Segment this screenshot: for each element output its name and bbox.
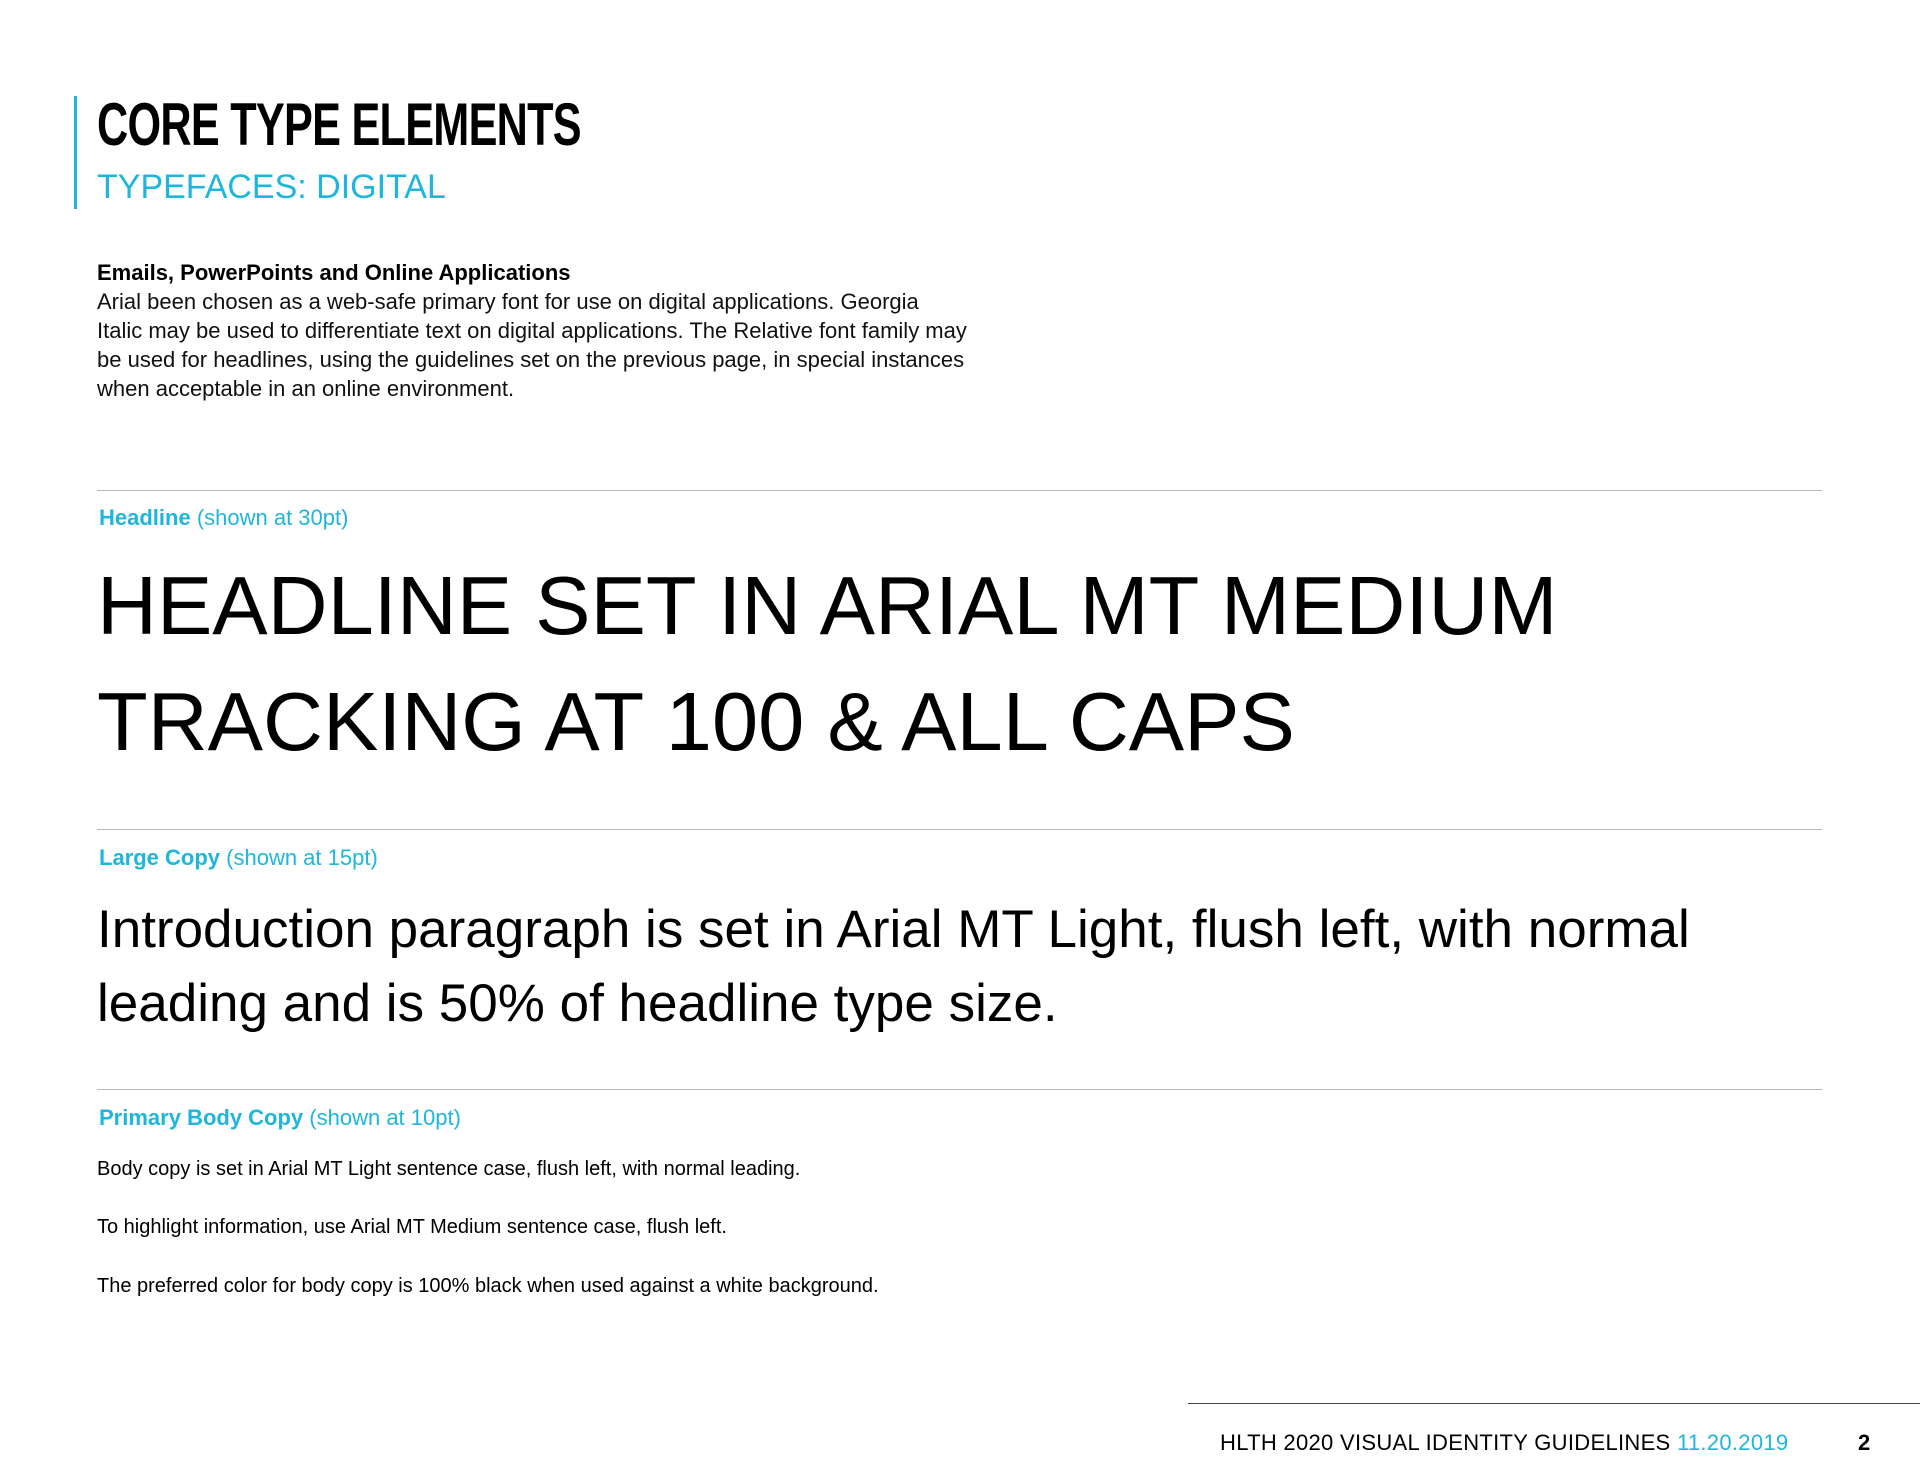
body-copy-line-3: The preferred color for body copy is 100% black when used against a white background. [97, 1275, 879, 1297]
body-copy-line-2: To highlight information, use Arial MT Medium sentence case, flush left. [97, 1216, 727, 1238]
footer-text [1220, 1429, 1788, 1457]
large-copy-label: Large Copy [99, 845, 221, 870]
intro-heading: Emails, PowerPoints and Online Applications [97, 260, 571, 285]
page-subtitle: TYPEFACES: DIGITAL [97, 168, 446, 206]
body-copy-size-note: (shown at 10pt) [303, 1105, 461, 1130]
headline-sample-line-2: TRACKING AT 100 & ALL CAPS [97, 675, 1295, 768]
divider-headline [97, 490, 1822, 491]
headline-section-label [99, 504, 348, 532]
footer-document-title: HLTH 2020 VISUAL IDENTITY GUIDELINES [1220, 1430, 1677, 1455]
page-number: 2 [1858, 1430, 1871, 1455]
headline-label: Headline [99, 505, 191, 530]
large-copy-section-label [99, 844, 378, 872]
headline-sample [97, 548, 1797, 780]
divider-body-copy [97, 1089, 1822, 1090]
intro-body: Arial been chosen as a web-safe primary font for use on digital applications. Georgia Italic may be used to differentiate text on digital applications. The Relative font family may be used for headlines, using the guidelines set on the previous page, in special instances when acceptable in an online environment. [97, 289, 967, 401]
footer-date: 11.20.2019 [1676, 1430, 1789, 1455]
headline-sample-line-1: HEADLINE SET IN ARIAL MT MEDIUM [97, 559, 1558, 652]
large-copy-sample: Introduction paragraph is set in Arial MT Light, flush left, with normal leading and is 50% of headline type size. [97, 900, 1690, 1033]
title-accent-bar [74, 96, 77, 209]
body-copy-line-1: Body copy is set in Arial MT Light sentence case, flush left, with normal leading. [97, 1158, 801, 1180]
footer-divider [1188, 1403, 1920, 1404]
divider-large-copy [97, 829, 1822, 830]
large-copy-size-note: (shown at 15pt) [220, 845, 378, 870]
headline-size-note: (shown at 30pt) [190, 505, 349, 530]
body-copy-label: Primary Body Copy [99, 1105, 304, 1130]
body-copy-section-label [99, 1104, 461, 1132]
page-title: CORE TYPE ELEMENTS [97, 91, 581, 158]
intro-block [97, 258, 967, 403]
